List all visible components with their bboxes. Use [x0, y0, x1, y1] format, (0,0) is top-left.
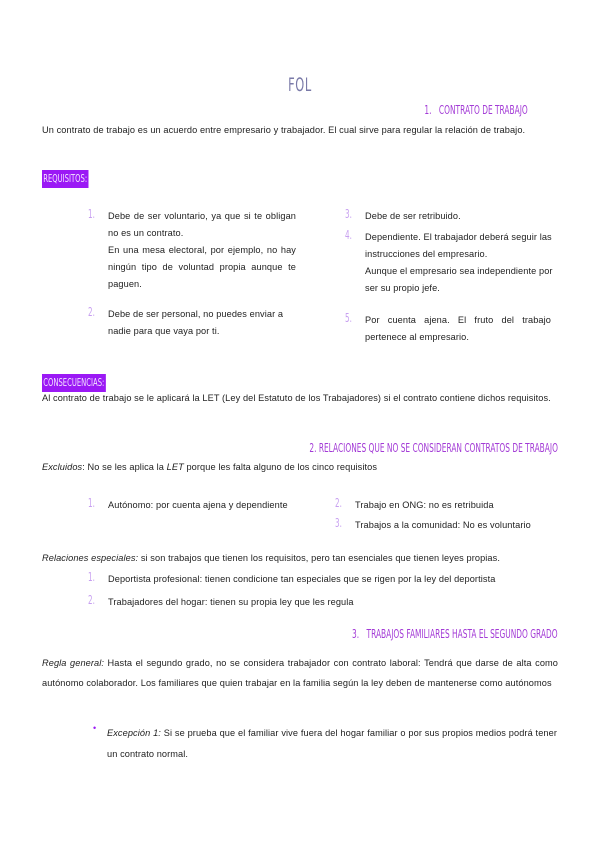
requisito-text: Debe de ser personal, no puedes enviar a nadie para que vaya por ti.	[108, 309, 284, 336]
excluido-text: Trabajos a la comunidad: No es voluntario	[355, 520, 531, 530]
regla-text: Hasta el segundo grado, no se considera trabajador con contrato laboral: Tendrá que darse de alta como autónomo colaborador. Los familiares que quien trabajar en la familia según la ley deben de mantenerse como autónomos	[42, 658, 558, 688]
section1-heading	[425, 103, 528, 117]
list-marker: 1.	[88, 207, 95, 221]
especiales-text: si son trabajos que tienen los requisitos, pero tan esenciales que tienen leyes propias.	[138, 553, 500, 563]
excepcion-label: Excepción 1:	[107, 728, 161, 738]
especiales-paragraph	[42, 550, 572, 567]
requisito-text: En una mesa electoral, por ejemplo, no hay ningún tipo de voluntad propia aunque te paguen.	[108, 245, 296, 289]
list-marker: 1.	[88, 570, 95, 584]
consecuencias-paragraph: Al contrato de trabajo se le aplicará la LET (Ley del Estatuto de los Trabajadores) si el contrato contiene dichos requisitos.	[42, 393, 551, 403]
list-marker: 2.	[335, 496, 342, 510]
section-title: CONTRATO DE TRABAJO	[439, 103, 528, 117]
especial-text: Trabajadores del hogar: tienen su propia ley que les regula	[108, 597, 354, 607]
section-title: TRABAJOS FAMILIARES HASTA EL SEGUNDO GRADO	[366, 627, 558, 641]
list-marker: 4.	[345, 228, 352, 242]
requisito-text: Dependiente. El trabajador deberá seguir las instrucciones del empresario.	[365, 232, 552, 259]
excluido-text: Trabajo en ONG: no es retribuida	[355, 500, 494, 510]
document-title: FOL	[288, 74, 312, 96]
excluidos-text: : No se les aplica la	[82, 462, 167, 472]
requisito-text: Por cuenta ajena. El fruto del trabajo pertenece al empresario.	[365, 315, 551, 342]
requisito-text: Debe de ser voluntario, ya que si te obligan no es un contrato.	[108, 211, 296, 238]
excluido-text: Autónomo: por cuenta ajena y dependiente	[108, 500, 288, 510]
excluidos-paragraph	[42, 459, 558, 476]
list-marker: 2.	[88, 305, 95, 319]
requisito-text: Debe de ser retribuido.	[365, 211, 461, 221]
list-marker: 1.	[88, 496, 95, 510]
let-term: LET	[166, 462, 184, 472]
bullet-icon: •	[93, 723, 97, 733]
section-number: 3.	[352, 627, 360, 641]
especial-text: Deportista profesional: tienen condicione tan especiales que se rigen por la ley del deportista	[108, 574, 496, 584]
section2-heading: 2. RELACIONES QUE NO SE CONSIDERAN CONTRATOS DE TRABAJO	[309, 441, 558, 455]
list-marker: 3.	[345, 207, 352, 221]
excluidos-text: porque les falta alguno de los cinco requisitos	[183, 462, 378, 472]
excluidos-label: Excluidos	[42, 462, 83, 472]
list-marker: 5.	[345, 311, 352, 325]
intro-paragraph: Un contrato de trabajo es un acuerdo entre empresario y trabajador. El cual sirve para regular la relación de trabajo.	[42, 125, 526, 135]
regla-paragraph	[42, 653, 558, 693]
excepcion-text: Si se prueba que el familiar vive fuera del hogar familiar o por sus propios medios podrá tener un contrato normal.	[107, 728, 558, 759]
list-marker: 3.	[335, 516, 342, 530]
section-number: 1.	[424, 103, 432, 117]
consecuencias-label: CONSECUENCIAS:	[42, 373, 145, 392]
list-marker: 2.	[88, 593, 95, 607]
requisito-text: Aunque el empresario sea independiente por ser su propio jefe.	[365, 266, 553, 293]
section3-heading	[352, 627, 558, 641]
especiales-label: Relaciones especiales:	[42, 553, 139, 563]
regla-label: Regla general:	[42, 658, 105, 668]
requisitos-label: REQUISITOS:	[42, 169, 117, 188]
